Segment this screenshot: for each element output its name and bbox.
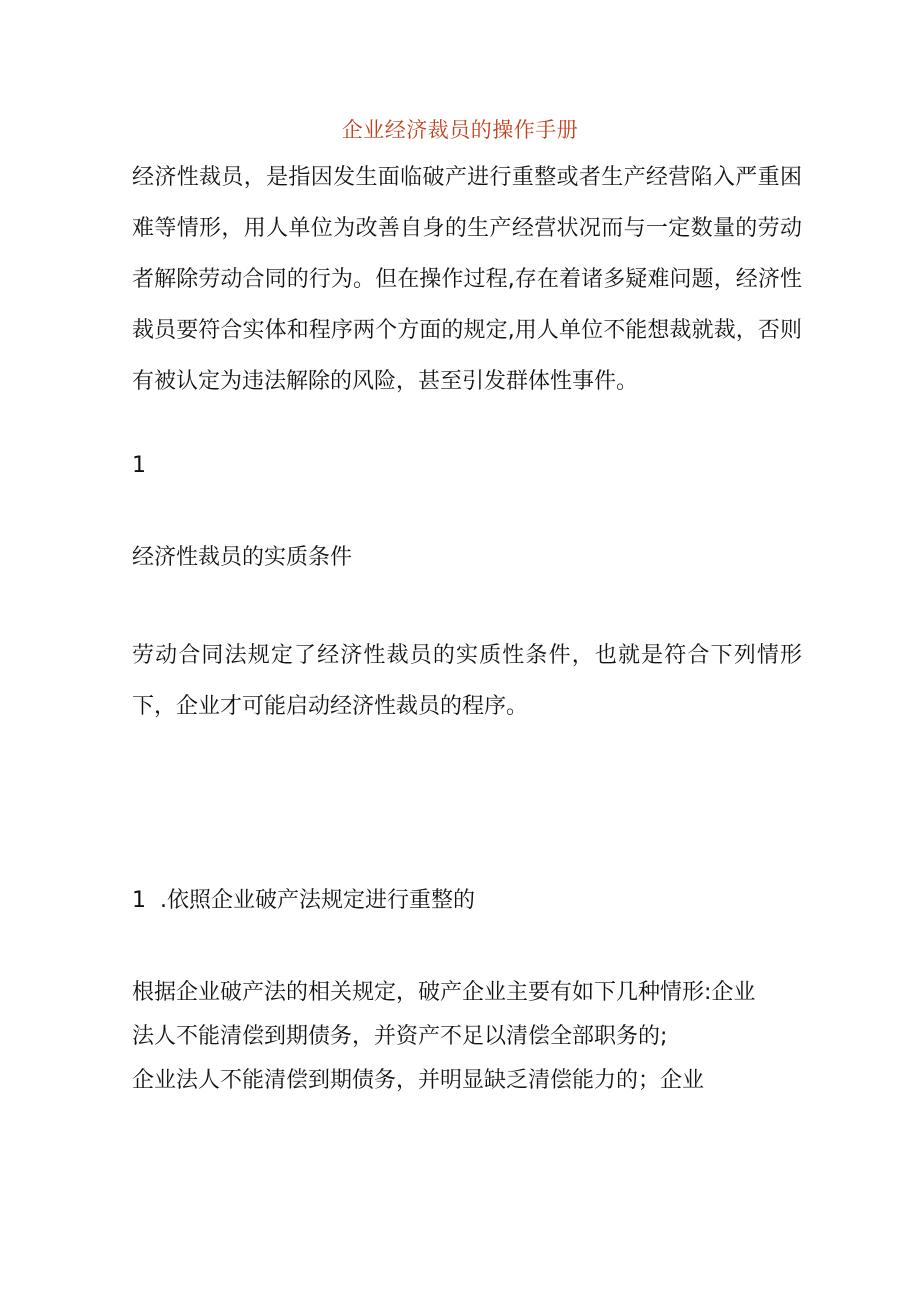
section-number: 1 [132, 453, 146, 478]
subsection-line: 企业法人不能清偿到期债务，并明显缺乏清偿能力的；企业 [132, 1068, 705, 1093]
subsection-line: 根据企业破产法的相关规定，破产企业主要有如下几种情形:企业 [132, 980, 756, 1005]
subsection-line: 法人不能清偿到期债务，并资产不足以清偿全部职务的; [132, 1024, 668, 1049]
subsection-heading: 1 .依照企业破产法规定进行重整的 [132, 888, 475, 913]
section-paragraph: 劳动合同法规定了经济性裁员的实质性条件，也就是符合下列情形下，企业才可能启动经济性裁员的程序。 [132, 643, 802, 719]
subsection-paragraph [132, 971, 802, 1103]
intro-paragraph: 经济性裁员，是指因发生面临破产进行重整或者生产经营陷入严重困难等情形，用人单位为改善自身的生产经营状况而与一定数量的劳动者解除劳动合同的行为。但在操作过程,存在着诸多疑难问题，经济性裁员要符合实体和程序两个方面的规定,用人单位不能想裁就裁，否则有被认定为违法解除的风险，甚至引发群体性事件。 [132, 165, 802, 394]
section-heading: 经济性裁员的实质条件 [132, 545, 353, 570]
document-title: 企业经济裁员的操作手册 [341, 118, 579, 142]
